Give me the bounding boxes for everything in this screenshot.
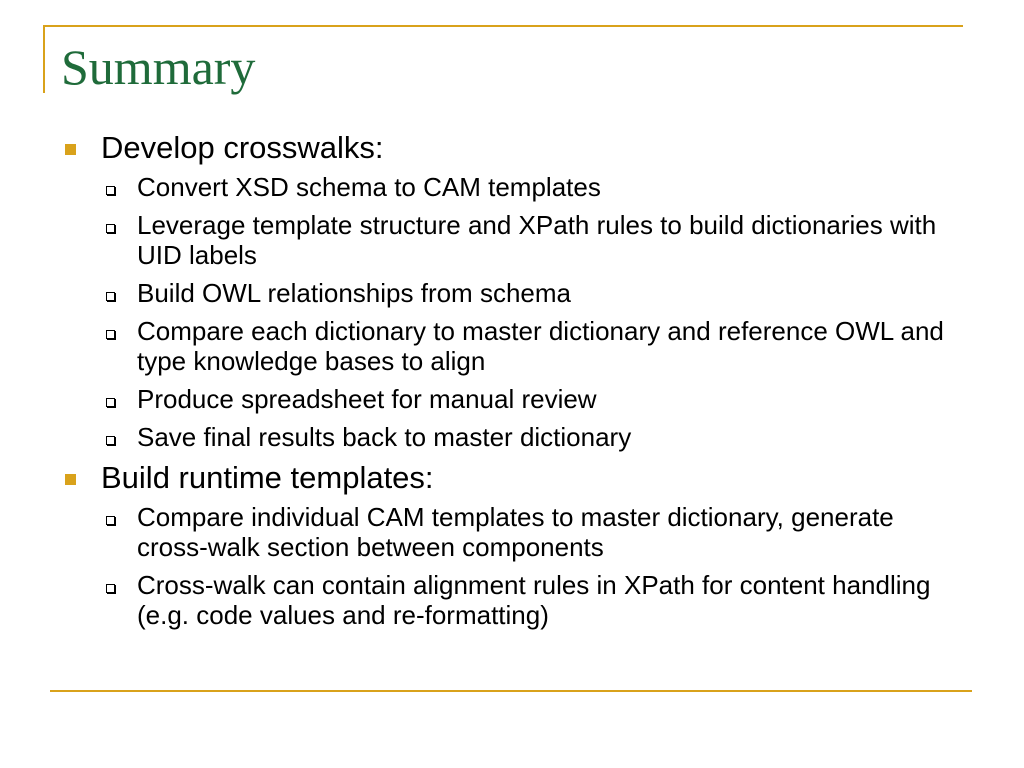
title-rule-left	[43, 25, 45, 93]
slide-title: Summary	[61, 39, 256, 95]
hollow-square-bullet-icon	[106, 292, 115, 301]
runtime-templates-list	[62, 502, 962, 630]
filled-square-bullet-icon	[65, 474, 76, 485]
hollow-square-bullet-icon	[106, 398, 115, 407]
hollow-square-bullet-icon	[106, 436, 115, 445]
list-item	[62, 384, 962, 414]
slide-content	[62, 130, 962, 638]
hollow-square-bullet-icon	[106, 516, 115, 525]
section-heading-crosswalks	[62, 130, 962, 166]
crosswalks-list	[62, 172, 962, 452]
section-heading-text: Develop crosswalks:	[101, 130, 384, 165]
list-item	[62, 570, 962, 630]
list-item	[62, 502, 962, 562]
list-item-text: Compare each dictionary to master dictionary and reference OWL and type knowledge bases to align	[137, 316, 944, 376]
list-item-text: Cross-walk can contain alignment rules in XPath for content handling (e.g. code values and re-formatting)	[137, 570, 931, 630]
list-item	[62, 172, 962, 202]
list-item	[62, 210, 962, 270]
list-item-text: Save final results back to master dictionary	[137, 422, 632, 452]
hollow-square-bullet-icon	[106, 330, 115, 339]
section-heading-text: Build runtime templates:	[101, 460, 434, 495]
list-item	[62, 316, 962, 376]
list-item	[62, 422, 962, 452]
list-item-text: Leverage template structure and XPath rules to build dictionaries with UID labels	[137, 210, 937, 270]
section-heading-runtime-templates	[62, 460, 962, 496]
list-item-text: Compare individual CAM templates to master dictionary, generate cross-walk section between components	[137, 502, 894, 562]
bottom-rule	[50, 690, 972, 692]
title-rule-top	[43, 25, 963, 27]
list-item-text: Produce spreadsheet for manual review	[137, 384, 597, 414]
hollow-square-bullet-icon	[106, 584, 115, 593]
list-item-text: Convert XSD schema to CAM templates	[137, 172, 601, 202]
filled-square-bullet-icon	[65, 144, 76, 155]
list-item	[62, 278, 962, 308]
hollow-square-bullet-icon	[106, 224, 115, 233]
hollow-square-bullet-icon	[106, 186, 115, 195]
list-item-text: Build OWL relationships from schema	[137, 278, 571, 308]
